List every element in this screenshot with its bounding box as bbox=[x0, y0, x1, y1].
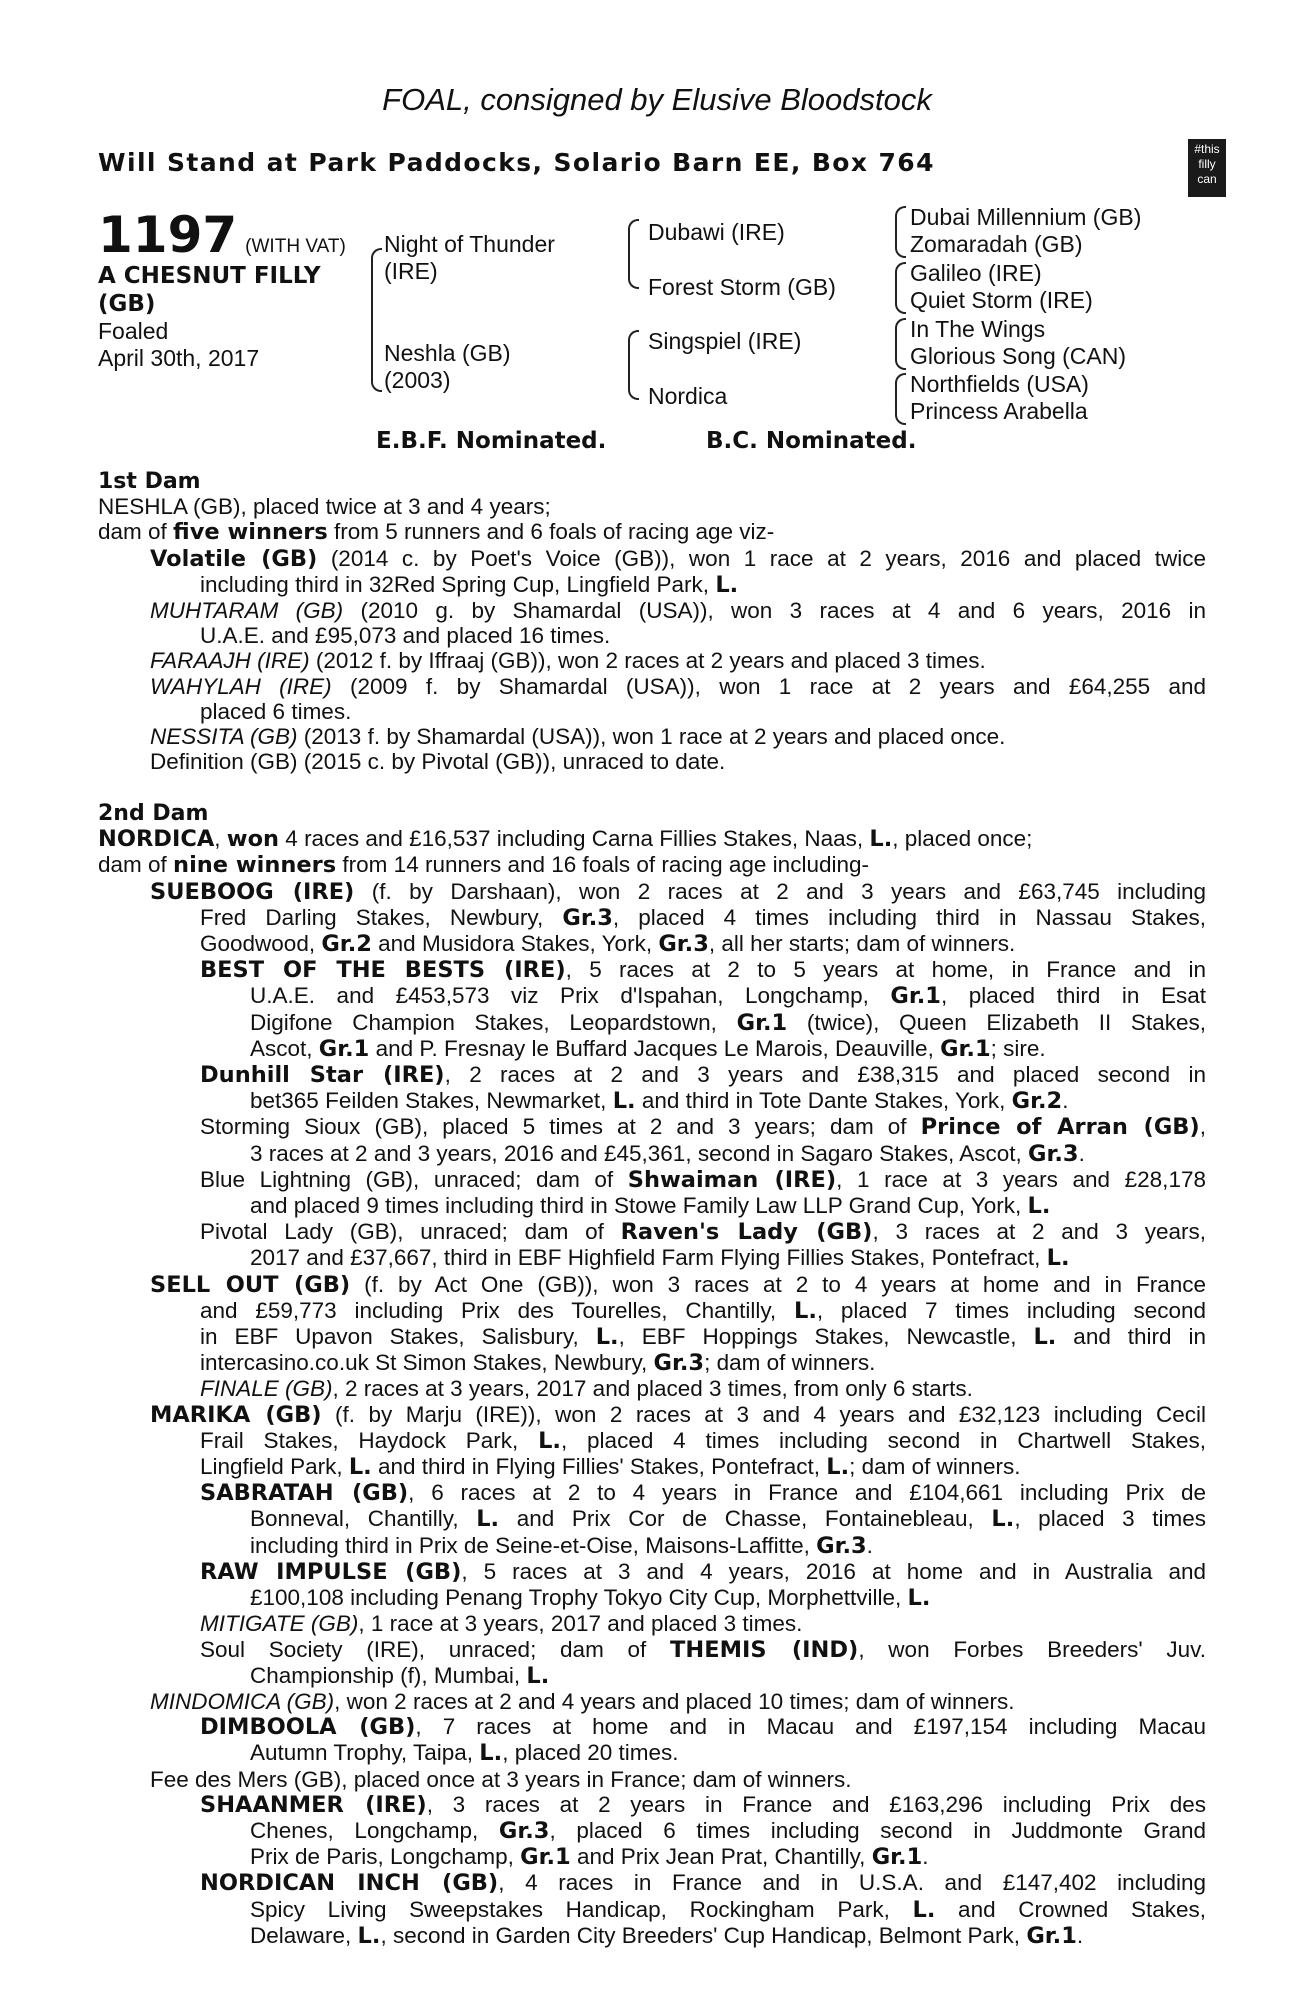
produce-line: intercasino.co.uk St Simon Stakes, Newbury, Gr.3; dam of winners. bbox=[200, 1350, 876, 1377]
produce-shaanmer: SHAANMER (IRE), 3 races at 2 years in France and £163,296 including Prix des bbox=[200, 1791, 1206, 1818]
produce-blue-lightning: Blue Lightning (GB), unraced; dam of Shwaiman (IRE), 1 race at 3 years and £28,178 bbox=[200, 1166, 1206, 1193]
sire-dam: Forest Storm (GB) bbox=[648, 274, 836, 300]
produce-line: and placed 9 times including third in Stowe Family Law LLP Grand Cup, York, L. bbox=[250, 1193, 1051, 1220]
sire-sire: Dubawi (IRE) bbox=[648, 219, 785, 245]
stand-location: Will Stand at Park Paddocks, Solario Barn EE, Box 764 bbox=[98, 148, 935, 177]
produce-line: 3 races at 2 and 3 years, 2016 and £45,361, second in Sagaro Stakes, Ascot, Gr.3. bbox=[250, 1140, 1085, 1167]
produce-mindomica: MINDOMICA (GB), won 2 races at 2 and 4 years and placed 10 times; dam of winners. bbox=[150, 1688, 1015, 1714]
gen3-group-3: In The Wings Glorious Song (CAN) bbox=[910, 316, 1127, 369]
page-title: FOAL, consigned by Elusive Bloodstock bbox=[382, 82, 932, 117]
produce-volatile: Volatile (GB) (2014 c. by Poet's Voice (GB)), won 1 race at 2 years, 2016 and placed twice bbox=[150, 545, 1206, 572]
gen3-group-1: Dubai Millennium (GB) Zomaradah (GB) bbox=[910, 204, 1142, 257]
produce-dimboola: DIMBOOLA (GB), 7 races at home and in Macau and £197,154 including Macau bbox=[200, 1714, 1206, 1741]
sire: Night of Thunder (IRE) bbox=[384, 231, 555, 284]
produce-line: Digifone Champion Stakes, Leopardstown, Gr.1 (twice), Queen Elizabeth II Stakes, bbox=[250, 1009, 1206, 1036]
first-dam-section bbox=[98, 469, 1206, 774]
produce-line: U.A.E. and £453,573 viz Prix d'Ispahan, Longchamp, Gr.1, placed third in Esat bbox=[250, 983, 1206, 1010]
produce-line: Autumn Trophy, Taipa, L., placed 20 times. bbox=[250, 1740, 679, 1767]
brace bbox=[371, 248, 382, 392]
produce-faraajh: FARAAJH (IRE) (2012 f. by Iffraaj (GB)), won 2 races at 2 years and placed 3 times. bbox=[150, 648, 986, 674]
brace bbox=[895, 318, 906, 370]
dam-produce-line: dam of nine winners from 14 runners and 16 foals of racing age including- bbox=[98, 852, 869, 879]
produce-best-of-the-bests: BEST OF THE BESTS (IRE), 5 races at 2 to 5 years at home, in France and in bbox=[200, 957, 1206, 984]
dam-produce-line: dam of five winners from 5 runners and 6 foals of racing age viz- bbox=[98, 519, 775, 546]
produce-pivotal-lady: Pivotal Lady (GB), unraced; dam of Raven's Lady (GB), 3 races at 2 and 3 years, bbox=[200, 1219, 1206, 1246]
produce-line: Chenes, Longchamp, Gr.3, placed 6 times including second in Juddmonte Grand bbox=[250, 1817, 1206, 1844]
produce-line: Frail Stakes, Haydock Park, L., placed 4 times including second in Chartwell Stakes, bbox=[200, 1427, 1207, 1454]
produce-line: including third in Prix de Seine-et-Oise, Maisons-Laffitte, Gr.3. bbox=[250, 1532, 873, 1559]
produce-volatile-cont: including third in 32Red Spring Cup, Lingfield Park, L. bbox=[200, 571, 739, 598]
produce-sell-out: SELL OUT (GB) (f. by Act One (GB)), won 3 races at 2 to 4 years at home and in France bbox=[150, 1271, 1206, 1298]
produce-soul-society: Soul Society (IRE), unraced; dam of THEMIS (IND), won Forbes Breeders' Juv. bbox=[200, 1636, 1206, 1663]
produce-line: 2017 and £37,667, third in EBF Highfield Farm Flying Fillies Stakes, Pontefract, L. bbox=[250, 1245, 1070, 1272]
dam-line: NESHLA (GB), placed twice at 3 and 4 years; bbox=[98, 494, 551, 520]
brace bbox=[895, 206, 906, 258]
brace bbox=[895, 373, 906, 425]
lot-number: 1197 (WITH VAT) bbox=[98, 206, 346, 264]
produce-line: Prix de Paris, Longchamp, Gr.1 and Prix Jean Prat, Chantilly, Gr.1. bbox=[250, 1844, 929, 1871]
produce-fee-des-mers: Fee des Mers (GB), placed once at 3 years in France; dam of winners. bbox=[150, 1766, 852, 1792]
produce-line: and £59,773 including Prix des Tourelles, Chantilly, L., placed 7 times including second bbox=[200, 1297, 1206, 1324]
section-heading: 1st Dam bbox=[98, 469, 201, 494]
produce-line: £100,108 including Penang Trophy Tokyo City Cup, Morphettville, L. bbox=[250, 1585, 931, 1612]
produce-line: bet365 Feilden Stakes, Newmarket, L. and third in Tote Dante Stakes, York, Gr.2. bbox=[250, 1088, 1069, 1115]
produce-sueboog: SUEBOOG (IRE) (f. by Darshaan), won 2 races at 2 and 3 years and £63,745 including bbox=[150, 878, 1206, 905]
produce-storming-sioux: Storming Sioux (GB), placed 5 times at 2 and 3 years; dam of Prince of Arran (GB), bbox=[200, 1114, 1206, 1141]
foaled-date: Foaled April 30th, 2017 bbox=[98, 318, 260, 371]
second-dam-section bbox=[98, 801, 1206, 1949]
produce-muhtaram: MUHTARAM (GB) (2010 g. by Shamardal (USA)), won 3 races at 4 and 6 years, 2016 in bbox=[150, 598, 1206, 624]
produce-line: Championship (f), Mumbai, L. bbox=[250, 1662, 550, 1689]
produce-raw-impulse: RAW IMPULSE (GB), 5 races at 3 and 4 years, 2016 at home and in Australia and bbox=[200, 1558, 1206, 1585]
ebf-nominated: E.B.F. Nominated. bbox=[376, 428, 607, 454]
produce-line: Spicy Living Sweepstakes Handicap, Rockingham Park, L. and Crowned Stakes, bbox=[250, 1896, 1206, 1923]
produce-mitigate: MITIGATE (GB), 1 race at 3 years, 2017 and placed 3 times. bbox=[200, 1611, 803, 1637]
produce-nordican-inch: NORDICAN INCH (GB), 4 races in France and in U.S.A. and £147,402 including bbox=[200, 1870, 1206, 1897]
produce-wahylah: WAHYLAH (IRE) (2009 f. by Shamardal (USA)), won 1 race at 2 years and £64,255 and bbox=[150, 673, 1207, 699]
produce-line: Lingfield Park, L. and third in Flying Fillies' Stakes, Pontefract, L.; dam of winners. bbox=[200, 1454, 1021, 1481]
produce-dunhill-star: Dunhill Star (IRE), 2 races at 2 and 3 years and £38,315 and placed second in bbox=[200, 1062, 1206, 1089]
section-heading: 2nd Dam bbox=[98, 801, 209, 826]
brace bbox=[628, 330, 639, 400]
produce-line: in EBF Upavon Stakes, Salisbury, L., EBF Hoppings Stakes, Newcastle, L. and third in bbox=[200, 1324, 1207, 1351]
brace bbox=[628, 219, 639, 289]
produce-nessita: NESSITA (GB) (2013 f. by Shamardal (USA)), won 1 race at 2 years and placed once. bbox=[150, 724, 1006, 750]
brace bbox=[895, 262, 906, 314]
this-filly-can-logo: #this filly can bbox=[1188, 139, 1226, 197]
produce-finale: FINALE (GB), 2 races at 3 years, 2017 and placed 3 times, from only 6 starts. bbox=[200, 1376, 973, 1402]
produce-definition: Definition (GB) (2015 c. by Pivotal (GB)), unraced to date. bbox=[150, 749, 726, 775]
dam-line: NORDICA, won 4 races and £16,537 including Carna Fillies Stakes, Naas, L., placed once; bbox=[98, 826, 1033, 853]
dam-sire: Singspiel (IRE) bbox=[648, 328, 802, 354]
produce-sabratah: SABRATAH (GB), 6 races at 2 to 4 years in France and £104,661 including Prix de bbox=[200, 1480, 1206, 1507]
dam: Neshla (GB) (2003) bbox=[384, 340, 511, 393]
produce-wahylah-cont: placed 6 times. bbox=[200, 698, 352, 724]
gen3-group-4: Northfields (USA) Princess Arabella bbox=[910, 371, 1089, 424]
bc-nominated: B.C. Nominated. bbox=[706, 428, 917, 454]
produce-line: Delaware, L., second in Garden City Breeders' Cup Handicap, Belmont Park, Gr.1. bbox=[250, 1922, 1084, 1949]
produce-line: Fred Darling Stakes, Newbury, Gr.3, placed 4 times including third in Nassau Stakes, bbox=[200, 904, 1206, 931]
dam-dam: Nordica bbox=[648, 383, 728, 409]
produce-marika: MARIKA (GB) (f. by Marju (IRE)), won 2 races at 3 and 4 years and £32,123 including Cecil bbox=[150, 1401, 1206, 1428]
produce-line: Ascot, Gr.1 and P. Fresnay le Buffard Jacques Le Marois, Deauville, Gr.1; sire. bbox=[250, 1035, 1046, 1062]
produce-muhtaram-cont: U.A.E. and £95,073 and placed 16 times. bbox=[200, 623, 611, 649]
lot-description: A CHESNUT FILLY (GB) bbox=[98, 263, 321, 317]
gen3-group-2: Galileo (IRE) Quiet Storm (IRE) bbox=[910, 260, 1093, 313]
produce-line: Bonneval, Chantilly, L. and Prix Cor de Chasse, Fontainebleau, L., placed 3 times bbox=[250, 1506, 1207, 1533]
produce-line: Goodwood, Gr.2 and Musidora Stakes, York, Gr.3, all her starts; dam of winners. bbox=[200, 931, 1016, 958]
